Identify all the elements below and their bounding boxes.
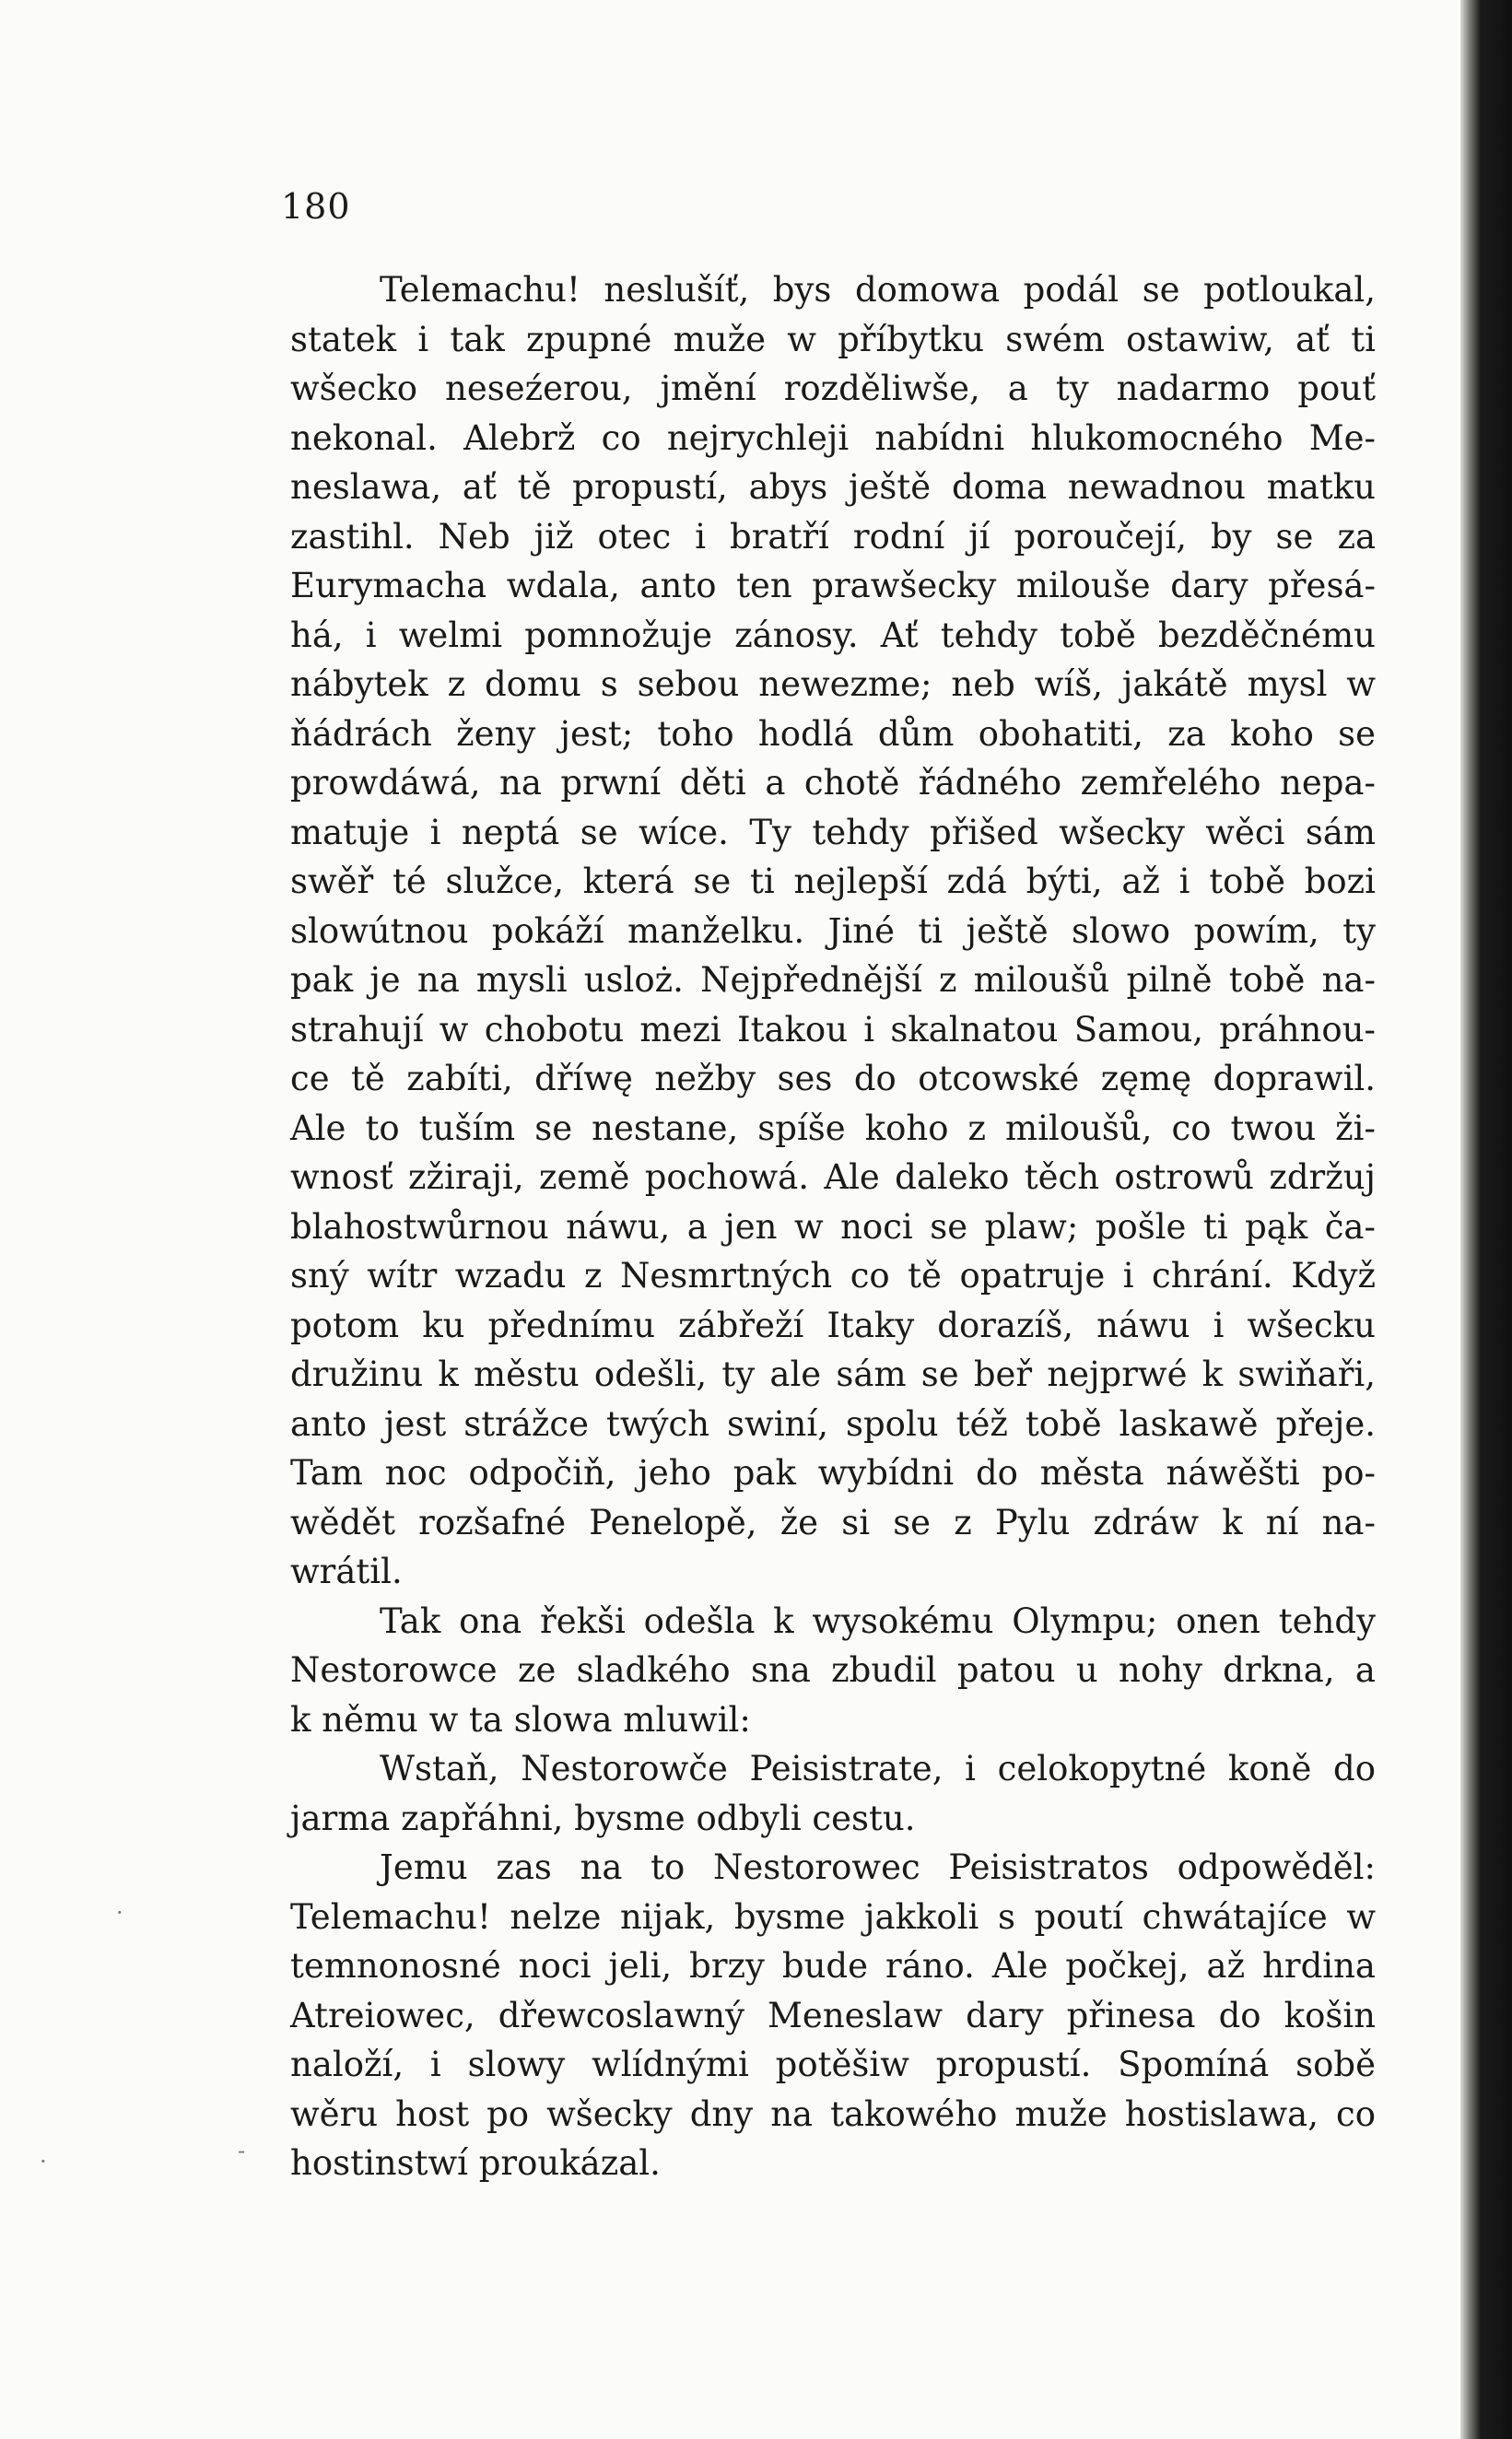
text-line: wrátil. — [290, 1552, 403, 1591]
text-line: Tam noc odpočiň, jeho pak wybídni do města náwěšti po- — [290, 1453, 1376, 1493]
text-line: hostinstwí proukázal. — [290, 2143, 661, 2183]
text-line: temnonosné noci jeli, brzy bude ráno. Ale počkej, až hrdina — [290, 1946, 1376, 1986]
text-line: ňádrách ženy jest; toho hodlá dům obohatiti, za koho se — [290, 713, 1376, 754]
text-line: wnosť zžiraji, země pochowá. Ale daleko těch ostrowů zdržuj — [290, 1157, 1376, 1197]
text-line: pak je na mysli usloż. Nejpřednější z miloušů pilně tobě na- — [290, 960, 1376, 1000]
body-text — [290, 265, 1376, 2188]
text-line: Telemachu! neslušíť, bys domowa podál se potloukal, — [380, 270, 1376, 310]
text-line: Telemachu! nelze nijak, bysme jakkoli s poutí chwátajíce w — [290, 1896, 1376, 1937]
text-line: swěř té služce, která se ti nejlepší zdá býti, až i tobě bozi — [290, 862, 1376, 901]
text-line: Wstaň, Nestorowče Peisistrate, i celokopytné koně do — [380, 1749, 1376, 1788]
text-line: Ale to tuším se nestane, spíše koho z miloušů, co twou ži- — [290, 1108, 1376, 1148]
text-line: Jemu zas na to Nestorowec Peisistratos odpowěděl: — [380, 1847, 1376, 1887]
book-spine-shadow — [1460, 0, 1512, 2439]
text-line: há, i welmi pomnožuje zánosy. Ať tehdy tobě bezděčnému — [290, 615, 1376, 655]
margin-speck: - — [238, 2138, 246, 2163]
text-line: zastihl. Neb již otec i bratří rodní jí poroučejí, by se za — [290, 516, 1376, 557]
text-line: jarma zapřáhni, bysme odbyli cestu. — [290, 1798, 916, 1838]
text-line: nekonal. Alebrž co nejrychleji nabídni hlukomocného Me- — [290, 417, 1376, 458]
text-line: wěru host po wšecky dny na takowého muže hostislawa, co — [290, 2093, 1376, 2134]
text-line: naloží, i slowy wlídnými potěšiw propustí. Spomíná sobě — [290, 2045, 1376, 2084]
text-line: Eurymacha wdala, anto ten prawšecky milouše dary přesá- — [290, 566, 1376, 605]
text-line: k němu w ta slowa mluwil: — [290, 1699, 751, 1740]
text-line: blahostwůrnou náwu, a jen w noci se plaw; pošle ti pąk ča- — [290, 1206, 1376, 1247]
text-line: slowútnou pokáží manželku. Jiné ti ještě slowo powím, ty — [290, 910, 1376, 951]
text-line: Tak ona řekši odešla k wysokému Olympu; onen tehdy — [380, 1601, 1376, 1641]
text-line: ce tě zabíti, dříwę nežby ses do otcowské zęmę doprawil. — [290, 1059, 1376, 1098]
text-line: neslawa, ať tě propustí, abys ještě doma newadnou matku — [290, 467, 1376, 507]
text-line: wšecko neseźerou, jmění rozděliwše, a ty nadarmo pouť — [290, 369, 1376, 408]
text-line: nábytek z domu s sebou newezme; neb wíš, jakátě mysl w — [290, 664, 1376, 704]
text-line: potom ku přednímu zábřeží Itaky dorazíš, náwu i wšecku — [290, 1305, 1376, 1345]
text-line: družinu k městu odešli, ty ale sám se beř nejprwé k swiňaři, — [290, 1354, 1376, 1394]
text-line: sný wítr wzadu z Nesmrtných co tě opatruje i chrání. Když — [290, 1256, 1376, 1296]
text-line: matuje i neptá se wíce. Ty tehdy přišed wšecky wěci sám — [290, 812, 1376, 852]
text-line: wědět rozšafné Penelopě, že si se z Pylu zdráw k ní na- — [290, 1502, 1376, 1542]
text-line: prowdáwá, na prwní děti a chotě řádného zemřelého nepa- — [290, 763, 1376, 803]
text-line: anto jest strážce twých swiní, spolu též tobě laskawě přeje. — [290, 1403, 1376, 1444]
margin-speck: · — [116, 1900, 123, 1926]
page-number: 180 — [281, 186, 351, 227]
text-line: Atreiowec, dřewcoslawný Meneslaw dary přinesa do košin — [290, 1995, 1376, 2035]
text-line: strahují w chobotu mezi Itakou i skalnatou Samou, práhnou- — [290, 1009, 1376, 1049]
text-line: statek i tak zpupné muže w příbytku swém ostawiw, ať ti — [290, 319, 1376, 359]
margin-speck: · — [40, 2149, 47, 2175]
text-line: Nestorowce ze sladkého sna zbudil patou u nohy drkna, a — [290, 1650, 1376, 1690]
